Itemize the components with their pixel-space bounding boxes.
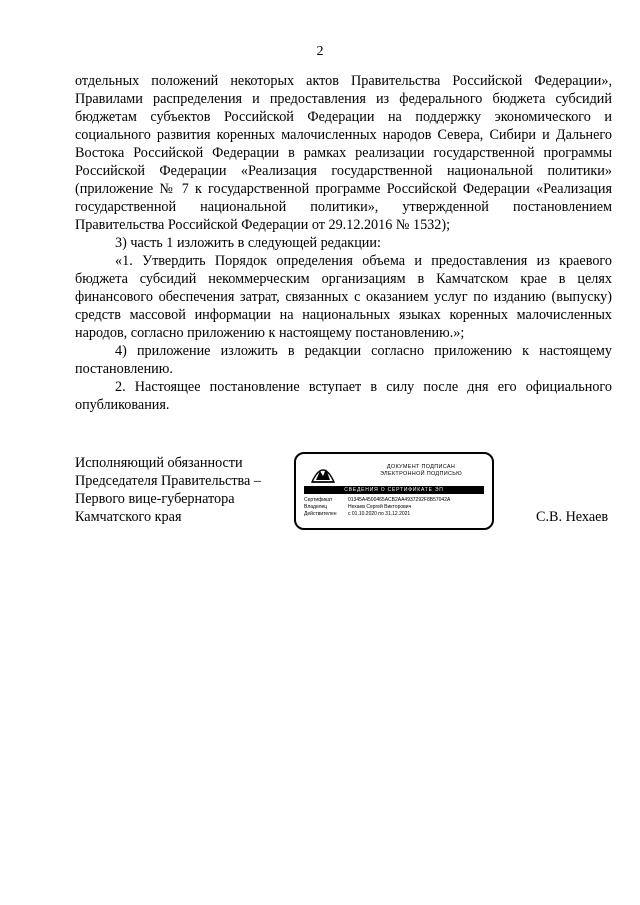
signer-position-line: Первого вице-губернатора xyxy=(75,491,235,507)
stamp-row-key: Действителен xyxy=(304,511,337,517)
electronic-signature-stamp xyxy=(294,452,494,530)
paragraph-1: отдельных положений некоторых актов Правительства Российской Федерации», Правилами распределения и предоставления из федерального бюджета субсидий бюджетам субъектов Российской Федерации на поддержку экономического и социального развития коренных малочисленных народов Севера, Сибири и Дальнего Востока Российской Федерации в рамках реализации государственной программы Российской Федерации «Реализация государственной национальной политики» (приложение № 7 к государственной программе Российской Федерации «Реализация государственной национальной политики», утвержденной постановлением Правительства Российской Федерации от 29.12.2016 № 1532); xyxy=(75,73,612,233)
stamp-row-value: 01345A4500465ACB2AA4937292F8B57042A xyxy=(348,497,451,503)
page-number: 2 xyxy=(316,44,324,59)
stamp-title xyxy=(356,464,486,478)
signer-position xyxy=(75,454,261,526)
document-body xyxy=(75,72,612,414)
stamp-title-line: ДОКУМЕНТ ПОДПИСАН xyxy=(386,464,456,470)
paragraph-4: 4) приложение изложить в редакции согласно приложению к настоящему постановлению. xyxy=(75,343,612,377)
stamp-row-value: с 01.10.2020 по 31.12.2021 xyxy=(348,511,411,517)
stamp-row xyxy=(304,511,489,518)
signer-position-line: Председателя Правительства – xyxy=(75,473,261,489)
paragraph-2: 3) часть 1 изложить в следующей редакции: xyxy=(115,235,381,251)
stamp-row-key: Владелец xyxy=(304,504,328,510)
signer-position-line: Исполняющий обязанности xyxy=(75,455,243,471)
stamp-certificate-header: СВЕДЕНИЯ О СЕРТИФИКАТЕ ЭП xyxy=(304,486,484,494)
signer-position-line: Камчатского края xyxy=(75,509,182,525)
stamp-row xyxy=(304,504,489,511)
stamp-row-value: Нехаев Сергей Викторович xyxy=(348,504,412,510)
paragraph-5: 2. Настоящее постановление вступает в силу после дня его официального опубликования. xyxy=(75,379,612,413)
stamp-title-line: ЭЛЕКТРОННОЙ ПОДПИСЬЮ xyxy=(379,471,463,477)
stamp-certificate-info xyxy=(304,497,489,518)
coat-of-arms-icon xyxy=(310,460,336,484)
stamp-row xyxy=(304,497,489,504)
paragraph-3: «1. Утвердить Порядок определения объема и предоставления из краевого бюджета субсидий некоммерческим организациям в Камчатском крае в целях финансового обеспечения затрат, связанных с оказанием услуг по изданию (выпуску) средств массовой информации на национальных языках коренных малочисленных народов, согласно приложению к настоящему постановлению.»; xyxy=(75,253,612,341)
stamp-row-key: Сертификат xyxy=(304,497,333,503)
signer-name: С.В. Нехаев xyxy=(536,509,609,525)
